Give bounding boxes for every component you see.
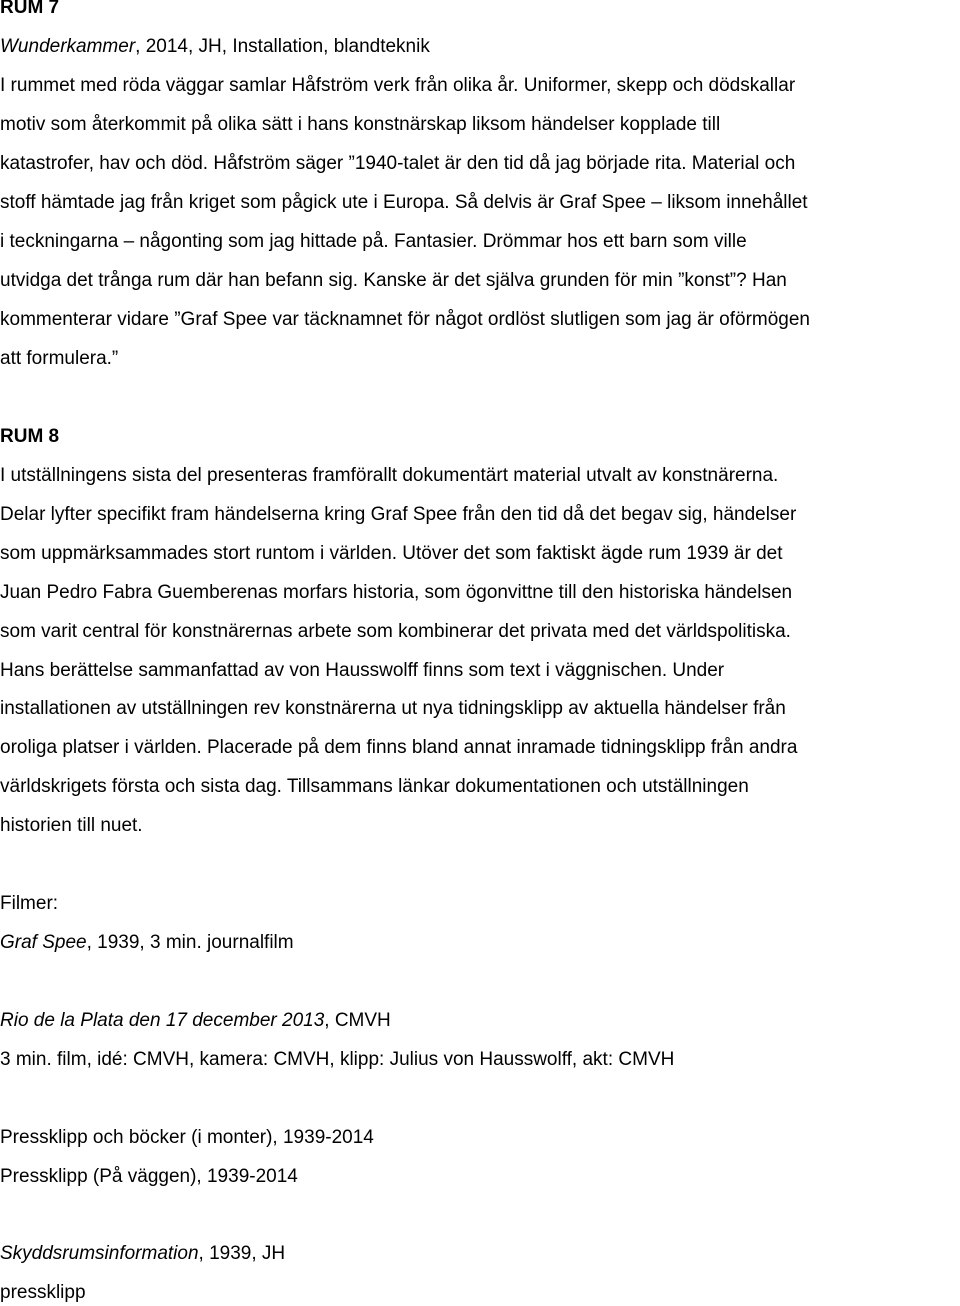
paragraph-line: utvidga det trånga rum där han befann sig. Kanske är det själva grunden för min ”konst”? Han: [0, 270, 787, 291]
work-caption-wunderkammer: [0, 36, 430, 58]
film-details: , 1939, 3 min. journalfilm: [86, 932, 294, 953]
paragraph-line: stoff hämtade jag från kriget som pågick ute i Europa. Så delvis är Graf Spee – liksom innehållet: [0, 192, 808, 213]
work-details: , 1939, JH: [198, 1243, 286, 1264]
paragraph-line: att formulera.”: [0, 348, 119, 369]
film-details: , CMVH: [324, 1010, 391, 1031]
section-heading-rum8: RUM 8: [0, 426, 60, 447]
paragraph-line: oroliga platser i världen. Placerade på dem finns bland annat inramade tidningsklipp från andra: [0, 737, 798, 758]
paragraph-line: installationen av utställningen rev konstnärerna ut nya tidningsklipp av aktuella händelser från: [0, 698, 786, 719]
work-title: Skyddsrumsinformation: [0, 1243, 199, 1264]
paragraph-line: motiv som återkommit på olika sätt i hans konstnärskap liksom händelser kopplade till: [0, 114, 721, 135]
paragraph-line: Delar lyfter specifikt fram händelserna kring Graf Spee från den tid då det begav sig, händelser: [0, 504, 797, 525]
film-title: Rio de la Plata den 17 december 2013: [0, 1010, 325, 1031]
press-caption: Pressklipp (På väggen), 1939-2014: [0, 1166, 298, 1187]
paragraph-line: som uppmärksammades stort runtom i världen. Utöver det som faktiskt ägde rum 1939 är det: [0, 543, 783, 564]
film-title: Graf Spee: [0, 932, 87, 953]
work-caption-skyddsrumsinformation: [0, 1243, 285, 1265]
paragraph-line: världskrigets första och sista dag. Tillsammans länkar dokumentationen och utställningen: [0, 776, 749, 797]
paragraph-line: Hans berättelse sammanfattad av von Hausswolff finns som text i väggnischen. Under: [0, 660, 725, 681]
work-medium: pressklipp: [0, 1282, 86, 1303]
paragraph-line: historien till nuet.: [0, 815, 143, 836]
paragraph-line: I utställningens sista del presenteras framförallt dokumentärt material utvalt av konstnärerna.: [0, 465, 779, 486]
paragraph-line: i teckningarna – någonting som jag hittade på. Fantasier. Drömmar hos ett barn som ville: [0, 231, 747, 252]
paragraph-line: som varit central för konstnärernas arbete som kombinerar det privata med det världspolitiska.: [0, 621, 791, 642]
paragraph-line: I rummet med röda väggar samlar Håfström verk från olika år. Uniformer, skepp och dödskallar: [0, 75, 796, 96]
work-title: Wunderkammer: [0, 36, 136, 57]
films-label: Filmer:: [0, 893, 59, 914]
film-caption-rio-de-la-plata: [0, 1010, 391, 1032]
paragraph-line: Juan Pedro Fabra Guemberenas morfars historia, som ögonvittne till den historiska händelsen: [0, 582, 793, 603]
film-credits: 3 min. film, idé: CMVH, kamera: CMVH, klipp: Julius von Hausswolff, akt: CMVH: [0, 1049, 675, 1070]
section-heading-rum7: RUM 7: [0, 0, 60, 18]
press-caption: Pressklipp och böcker (i monter), 1939-2014: [0, 1127, 374, 1148]
paragraph-line: kommenterar vidare ”Graf Spee var täcknamnet för något ordlöst slutligen som jag är oförmögen: [0, 309, 810, 330]
work-details: , 2014, JH, Installation, blandteknik: [135, 36, 430, 57]
film-caption-graf-spee: [0, 932, 294, 954]
paragraph-line: katastrofer, hav och död. Håfström säger ”1940-talet är den tid då jag började rita. Material och: [0, 153, 796, 174]
